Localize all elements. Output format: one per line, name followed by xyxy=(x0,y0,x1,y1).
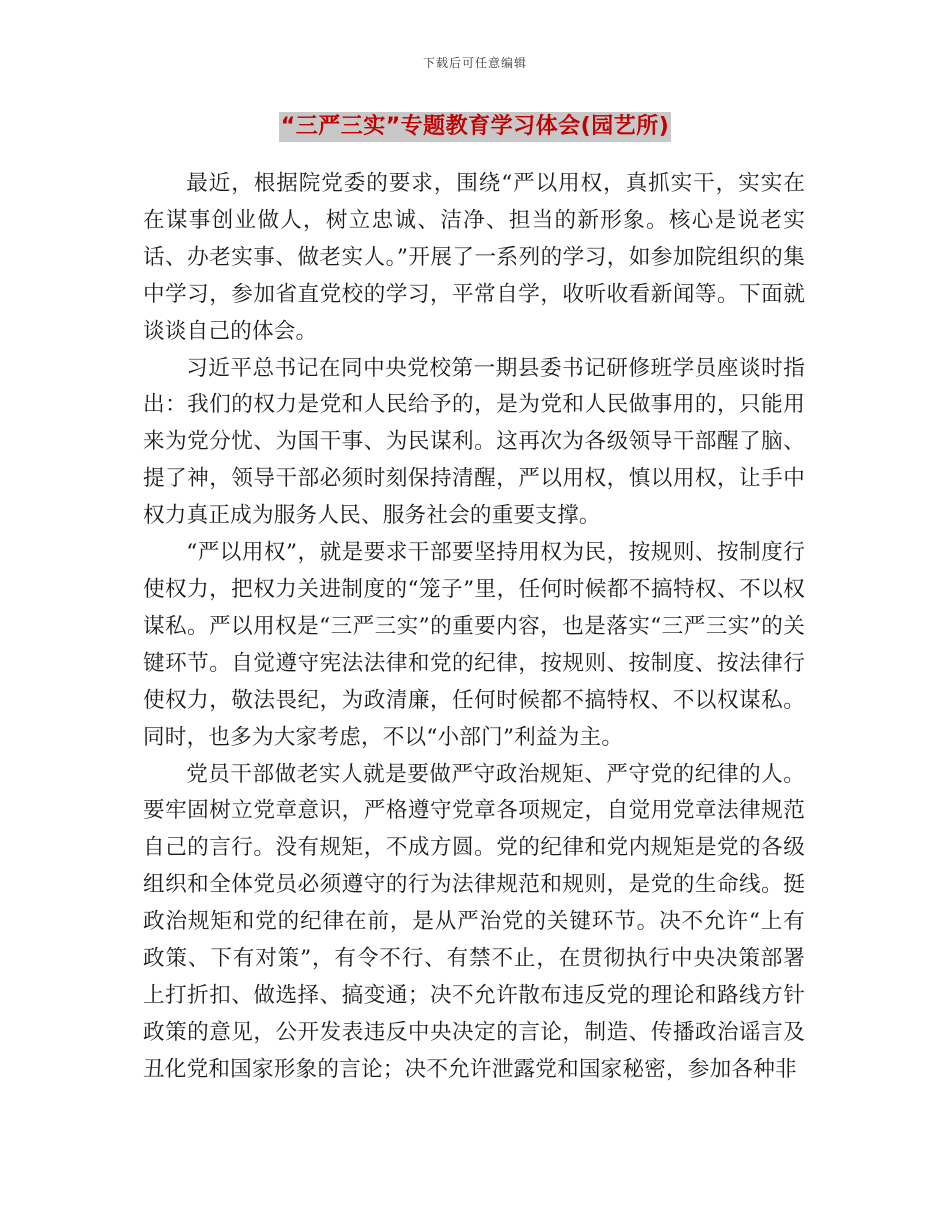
header-note: 下载后可任意编辑 xyxy=(422,56,527,70)
document-title: “三严三实”专题教育学习体会(园艺所) xyxy=(279,112,672,142)
title-container xyxy=(0,112,950,142)
paragraph-3: “严以用权”，就是要求干部要坚持用权为民，按规则、按制度行使权力，把权力关进制度的“笼子”里，任何时候都不搞特权、不以权谋私。严以用权是“三严三实”的重要内容，也是落实“三严三实”的关键环节。自觉遵守宪法法律和党的纪律，按规则、按制度、按法律行使权力，敬法畏纪，为政清廉，任何时候都不搞特权、不以权谋私。同时，也多为大家考虑，不以“小部门”利益为主。 xyxy=(143,540,805,750)
paragraph-2: 习近平总书记在同中央党校第一期县委书记研修班学员座谈时指出：我们的权力是党和人民给予的，是为党和人民做事用的，只能用来为党分忧、为国干事、为民谋利。这再次为各级领导干部醒了脑、提了神，领导干部必须时刻保持清醒，严以用权，慎以用权，让手中权力真正成为服务人民、服务社会的重要支撑。 xyxy=(143,355,805,529)
paragraph-1: 最近，根据院党委的要求，围绕“严以用权，真抓实干，实实在在谋事创业做人，树立忠诚、洁净、担当的新形象。核心是说老实话、办老实事、做老实人。”开展了一系列的学习，如参加院组织的集中学习，参加省直党校的学习，平常自学，收听收看新闻等。下面就谈谈自己的体会。 xyxy=(143,171,805,344)
paragraph-4: 党员干部做老实人就是要做严守政治规矩、严守党的纪律的人。要牢固树立党章意识，严格遵守党章各项规定，自觉用党章法律规范自己的言行。没有规矩，不成方圆。党的纪律和党内规矩是党的各级组织和全体党员必须遵守的行为法律规范和规则，是党的生命线。挺政治规矩和党的纪律在前，是从严治党的关键环节。决不允许“上有政策、下有对策”，有令不行、有禁不止，在贯彻执行中央决策部署上打折扣、做选择、搞变通；决不允许散布违反党的理论和路线方针政策的意见，公开发表违反中央决定的言论，制造、传播政治谣言及丑化党和国家形象的言论；决不允许泄露党和国家秘密，参加各种非 xyxy=(143,761,805,1082)
document-body xyxy=(143,166,805,1089)
